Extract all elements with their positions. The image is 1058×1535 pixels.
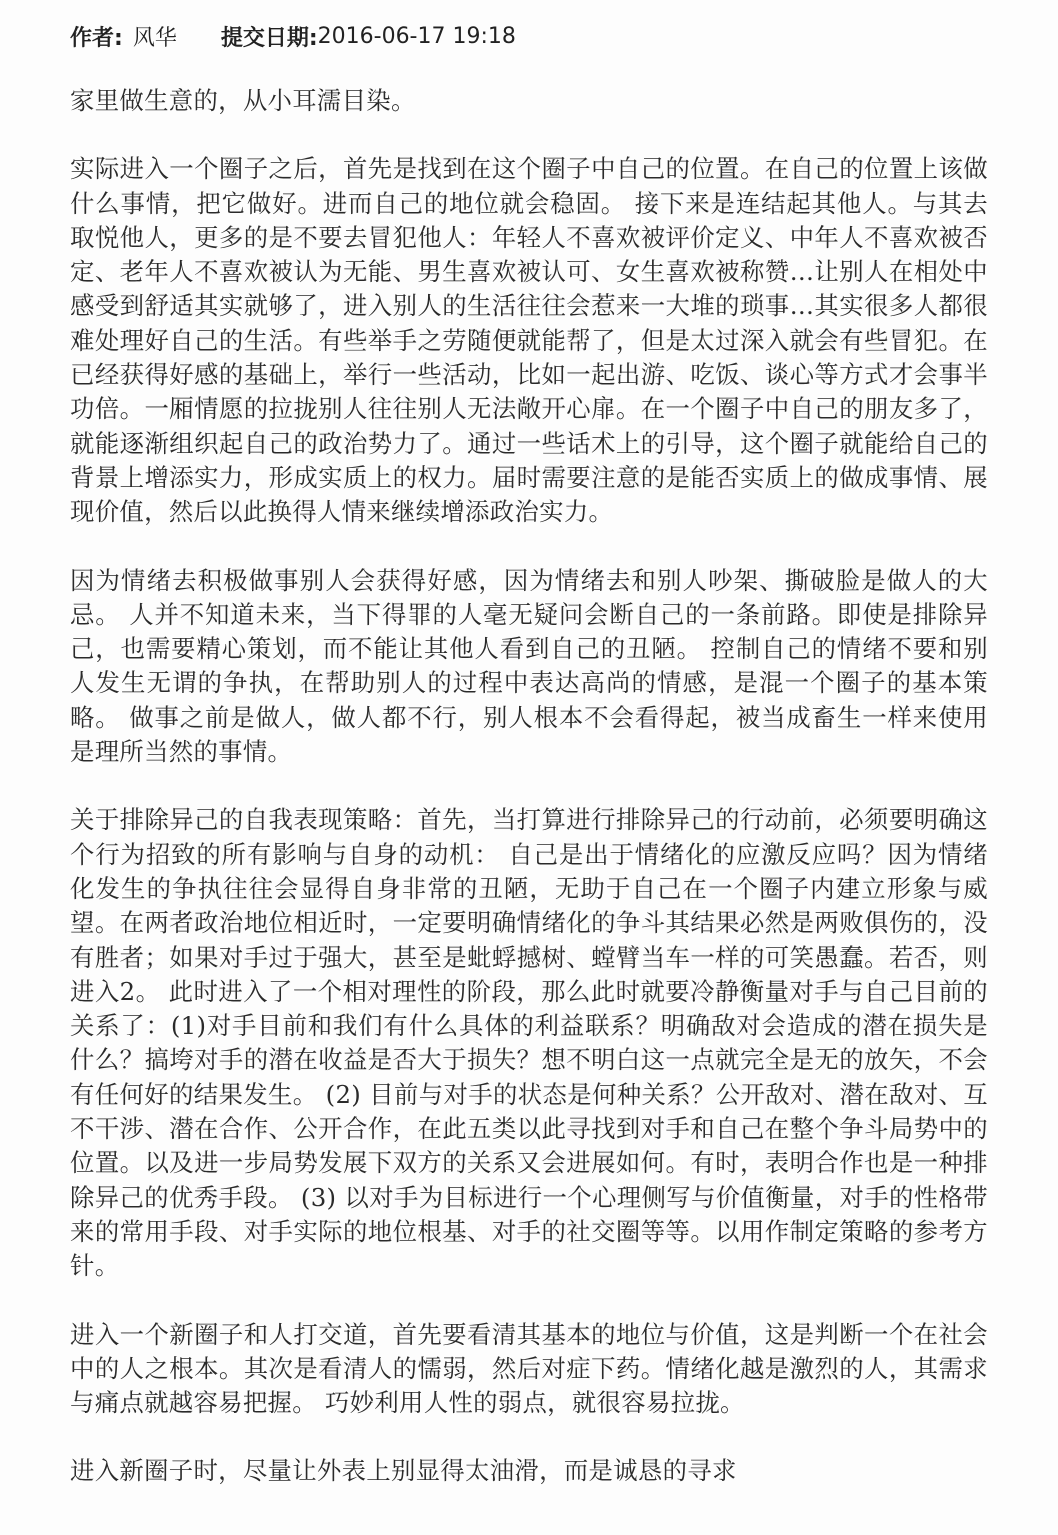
paragraph-emotion-control: 因为情绪去积极做事别人会获得好感，因为情绪去和别人吵架、撕破脸是做人的大忌。 人并不知道未来，当下得罪的人毫无疑问会断自己的一条前路。即使是排除异己，也需要精心策划，而不能让其他人看到自己的丑陋。 控制自己的情绪不要和别人发生无谓的争执，在帮助别人的过程中表达高尚的情感，是混一个圈子的基本策略。 做事之前是做人，做人都不行，别人根本不会看得起，被当成畜生一样来使用是理所当然的事情。 xyxy=(70,565,988,767)
paragraph-exclusion-strategy: 关于排除异己的自我表现策略：首先，当打算进行排除异己的行动前，必须要明确这个行为招致的所有影响与自身的动机： 自己是出于情绪化的应激反应吗？因为情绪化发生的争执往往会显得自身非常的丑陋，无助于自己在一个圈子内建立形象与威望。在两者政治地位相近时，一定要明确情绪化的争斗其结果必然是两败俱伤的，没有胜者；如果对手过于强大，甚至是蚍蜉撼树、螳臂当车一样的可笑愚蠢。若否，则进入2。 此时进入了一个相对理性的阶段，那么此时就要冷静衡量对手与自己目前的关系了：(1)对手目前和我们有什么具体的利益联系？明确敌对会造成的潜在损失是什么？搞垮对手的潜在收益是否大于损失？想不明白这一点就完全是无的放矢，不会有任何好的结果发生。 (2) 目前与对手的状态是何种关系？公开敌对、潜在敌对、互不干涉、潜在合作、公开合作，在此五类以此寻找到对手和自己在整个争斗局势中的位置。以及进一步局势发展下双方的关系又会进展如何。有时，表明合作也是一种排除异己的优秀手段。 (3) 以对手为目标进行一个心理侧写与价值衡量，对手的性格带来的常用手段、对手实际的地位根基、对手的社交圈等等。以用作制定策略的参考方针。 xyxy=(70,805,988,1281)
submit-date-value: 2016-06-17 19:18 xyxy=(317,23,516,49)
paragraph-truncated: 进入新圈子时，尽量让外表上别显得太油滑，而是诚恳的寻求 xyxy=(70,1456,737,1486)
paragraph-circle-position: 实际进入一个圈子之后，首先是找到在这个圈子中自己的位置。在自己的位置上该做什么事情，把它做好。进而自己的地位就会稳固。 接下来是连结起其他人。与其去取悦他人，更多的是不要去冒犯他人：年轻人不喜欢被评价定义、中年人不喜欢被否定、老年人不喜欢被认为无能、男生喜欢被认可、女生喜欢被称赞…让别人在相处中感受到舒适其实就够了，进入别人的生活往往会惹来一大堆的琐事…其实很多人都很难处理好自己的生活。有些举手之劳随便就能帮了，但是太过深入就会有些冒犯。在已经获得好感的基础上，举行一些活动，比如一起出游、吃饭、谈心等方式才会事半功倍。一厢情愿的拉拢别人往往别人无法敞开心扉。在一个圈子中自己的朋友多了，就能逐渐组织起自己的政治势力了。通过一些话术上的引导，这个圈子就能给自己的背景上增添实力，形成实质上的权力。届时需要注意的是能否实质上的做成事情、展现价值，然后以此换得人情来继续增添政治实力。 xyxy=(70,154,988,527)
paragraph-intro: 家里做生意的，从小耳濡目染。 xyxy=(70,86,416,115)
author-name: 风华 xyxy=(132,25,177,51)
article-body xyxy=(70,84,988,1523)
paragraph-new-circle: 进入一个新圈子和人打交道，首先要看清其基本的地位与价值，这是判断一个在社会中的人之根本。其次是看清人的懦弱，然后对症下药。情绪化越是激烈的人，其需求与痛点就越容易把握。 巧妙利用人性的弱点，就很容易拉拢。 xyxy=(70,1319,988,1418)
author-label: 作者: xyxy=(70,25,123,51)
bottom-right-fade xyxy=(770,1495,1058,1535)
post-header xyxy=(70,18,516,54)
submit-date-label: 提交日期: xyxy=(220,25,318,51)
